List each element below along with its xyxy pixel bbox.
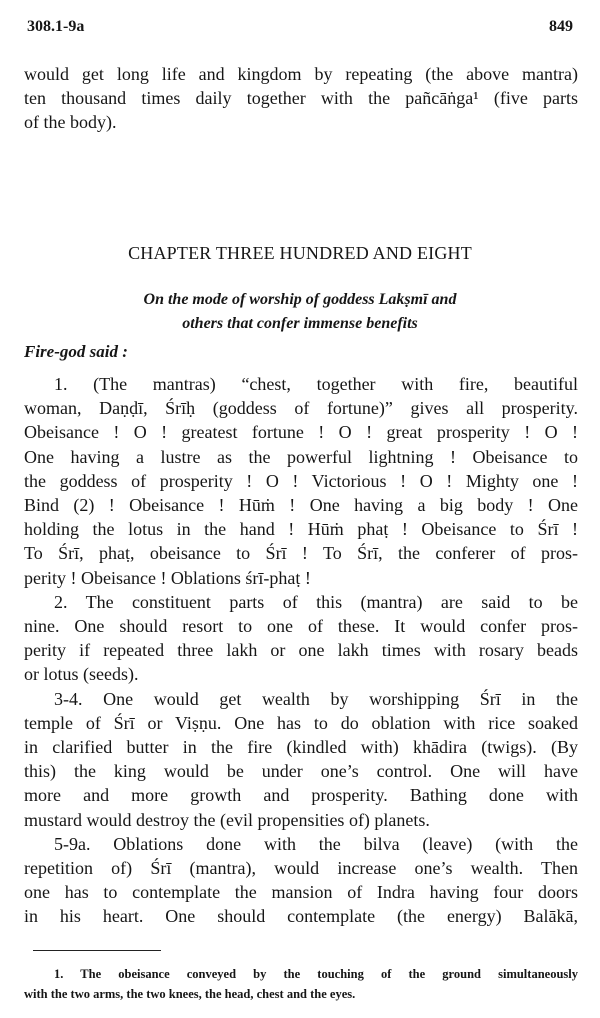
running-header [27,18,573,36]
chapter-title: CHAPTER THREE HUNDRED AND EIGHT [128,243,472,263]
page-number: 849 [549,18,573,35]
text-line: or lotus (seeds). [24,664,139,685]
text-line: perity if repeated three lakh or one lakh times with rosary beads [24,640,578,661]
speaker-label: Fire-god said : [24,342,128,361]
section-reference: 308.1-9a [27,18,85,35]
text-line: mustard would destroy the (evil propensities of) planets. [24,809,430,830]
text-line: would get long life and kingdom by repeating (the above mantra) [24,64,578,84]
text-line: Obeisance ! O ! greatest fortune ! O ! great prosperity ! O ! [24,422,578,443]
text-line: the goddess of prosperity ! O ! Victorious ! O ! Mighty one ! [24,470,578,491]
text-line: of the body). [24,112,117,133]
text-line: in his heart. One should contemplate (the energy) Balākā, [24,906,578,927]
text-line: To Śrī, phaṭ, obeisance to Śrī ! To Śrī, the conferer of pros- [24,543,578,564]
text-line: One having a lustre as the powerful lightning ! Obeisance to [24,446,578,467]
text-line: woman, Daṇḍī, Śrīḥ (goddess of fortune)” gives all prosperity. [24,398,578,419]
text-line: ten thousand times daily together with the pañcāṅga¹ (five parts [24,88,578,109]
text-line: holding the lotus in the hand ! Hūṁ phaṭ ! Obeisance to Śrī ! [24,519,578,540]
footnote-line: 1. The obeisance conveyed by the touching of the ground simultaneously [54,967,578,981]
footnote-line: with the two arms, the two knees, the head, chest and the eyes. [24,987,356,1001]
text-line: 2. The constituent parts of this (mantra) are said to be [54,591,578,612]
text-line: perity ! Obeisance ! Oblations śrī-phaṭ ! [24,567,311,588]
text-line: 3-4. One would get wealth by worshipping Śrī in the [54,688,578,709]
subtitle-line: On the mode of worship of goddess Lakṣmī and [143,291,457,308]
chapter-body [24,372,578,929]
intro-paragraph [24,62,578,135]
text-line: Bind (2) ! Obeisance ! Hūṁ ! One having a big body ! One [24,495,578,516]
text-line: one has to contemplate the mansion of Indra having four doors [24,882,578,903]
text-line: nine. One should resort to one of these. It would confer pros- [24,616,578,637]
subtitle-line: others that confer immense benefits [182,315,418,332]
text-line: repetition of) Śrī (mantra), would increase one’s wealth. Then [24,858,578,879]
text-line: temple of Śrī or Viṣṇu. One has to do oblation with rice soaked [24,712,578,733]
text-line: 5-9a. Oblations done with the bilva (leave) (with the [54,833,578,854]
text-line: 1. (The mantras) “chest, together with fire, beautiful [54,374,578,394]
footnote-divider [33,950,161,951]
chapter-subtitle [0,288,600,336]
text-line: in clarified butter in the fire (kindled with) khādira (twigs). (By [24,737,578,758]
text-line: more and more growth and prosperity. Bathing done with [24,785,578,806]
text-line: this) the king would be under one’s control. One will have [24,761,578,782]
footnote [24,964,578,1004]
